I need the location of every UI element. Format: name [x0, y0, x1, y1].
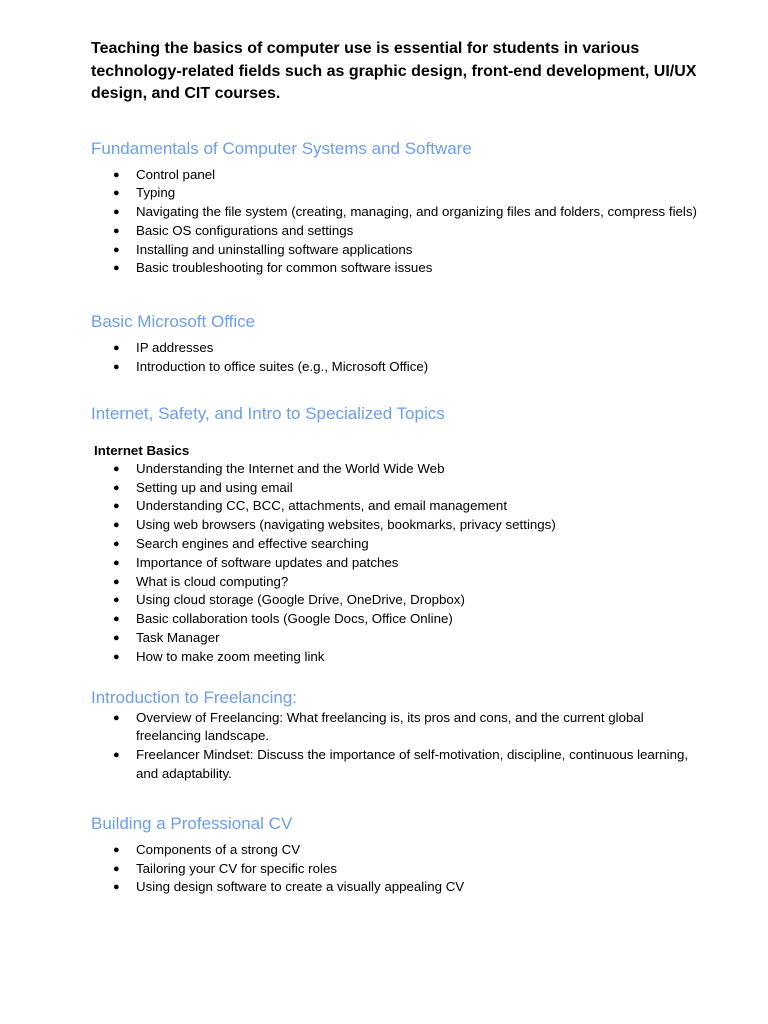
list-item: ● Basic collaboration tools (Google Docs, Office Online): [91, 610, 711, 629]
bullet-icon: ●: [113, 650, 120, 663]
bullet-icon: ●: [113, 224, 120, 237]
list-item: ● How to make zoom meeting link: [91, 648, 711, 667]
bullet-icon: ●: [113, 538, 120, 551]
list-internet: [91, 460, 711, 667]
list-item: ● Freelancer Mindset: Discuss the importance of self-motivation, discipline, continuous learning, and adaptability.: [113, 747, 689, 782]
list-item: ● Tailoring your CV for specific roles: [91, 860, 711, 879]
list-item: ● Using web browsers (navigating websites, bookmarks, privacy settings): [91, 516, 711, 535]
bullet-icon: ●: [113, 519, 120, 532]
list-item: ● Setting up and using email: [91, 479, 711, 498]
bullet-icon: ●: [113, 462, 120, 475]
list-fundamentals: [91, 166, 711, 279]
document-body: [91, 38, 711, 897]
list-item: ● Overview of Freelancing: What freelancing is, its pros and cons, and the current global freelancing landscape.: [113, 709, 644, 744]
list-item: ● Task Manager: [91, 629, 711, 648]
heading-fundamentals: Fundamentals of Computer Systems and Software: [91, 138, 472, 158]
bullet-icon: ●: [113, 361, 120, 374]
bullet-icon: ●: [113, 262, 120, 275]
bullet-icon: ●: [113, 342, 120, 355]
bullet-icon: ●: [113, 711, 120, 724]
list-office: [91, 339, 711, 377]
bullet-icon: ●: [113, 556, 120, 569]
subheading-internet-basics: Internet Basics: [94, 442, 190, 458]
list-item: ● Components of a strong CV: [91, 841, 711, 860]
list-item: ● Using design software to create a visually appealing CV: [91, 878, 711, 897]
bullet-icon: ●: [113, 594, 120, 607]
bullet-icon: ●: [113, 749, 120, 762]
list-item: ● Navigating the file system (creating, managing, and organizing files and folders, compress fiels): [91, 203, 711, 222]
list-item: ● What is cloud computing?: [91, 573, 711, 592]
list-item: ● Control panel: [91, 166, 711, 185]
heading-office: Basic Microsoft Office: [91, 312, 256, 332]
bullet-icon: ●: [113, 575, 120, 588]
bullet-icon: ●: [113, 206, 120, 219]
list-item: ● Basic troubleshooting for common software issues: [91, 259, 711, 278]
list-item: ● Search engines and effective searching: [91, 535, 711, 554]
list-item: ● IP addresses: [91, 339, 711, 358]
bullet-icon: ●: [113, 243, 120, 256]
intro-paragraph: Teaching the basics of computer use is essential for students in various technology-related fields such as graphic design, front-end development, UI/UX design, and CIT courses.: [91, 40, 697, 102]
list-item: ● Introduction to office suites (e.g., Microsoft Office): [91, 358, 711, 377]
bullet-icon: ●: [113, 187, 120, 200]
heading-freelancing: Introduction to Freelancing:: [91, 687, 298, 707]
list-item: ● Basic OS configurations and settings: [91, 222, 711, 241]
list-freelancing: [91, 709, 711, 784]
bullet-icon: ●: [113, 632, 120, 645]
bullet-icon: ●: [113, 881, 120, 894]
bullet-icon: ●: [113, 481, 120, 494]
bullet-icon: ●: [113, 168, 120, 181]
bullet-icon: ●: [113, 862, 120, 875]
list-item: ● Understanding the Internet and the World Wide Web: [91, 460, 711, 479]
heading-cv: Building a Professional CV: [91, 813, 293, 833]
bullet-icon: ●: [113, 613, 120, 626]
bullet-icon: ●: [113, 843, 120, 856]
list-item: ● Using cloud storage (Google Drive, OneDrive, Dropbox): [91, 591, 711, 610]
heading-internet: Internet, Safety, and Intro to Specialized Topics: [91, 403, 445, 423]
list-item: ● Typing: [91, 184, 711, 203]
list-cv: [91, 841, 711, 897]
list-item: ● Understanding CC, BCC, attachments, and email management: [91, 497, 711, 516]
bullet-icon: ●: [113, 500, 120, 513]
list-item: ● Installing and uninstalling software applications: [91, 241, 711, 260]
list-item: ● Importance of software updates and patches: [91, 554, 711, 573]
